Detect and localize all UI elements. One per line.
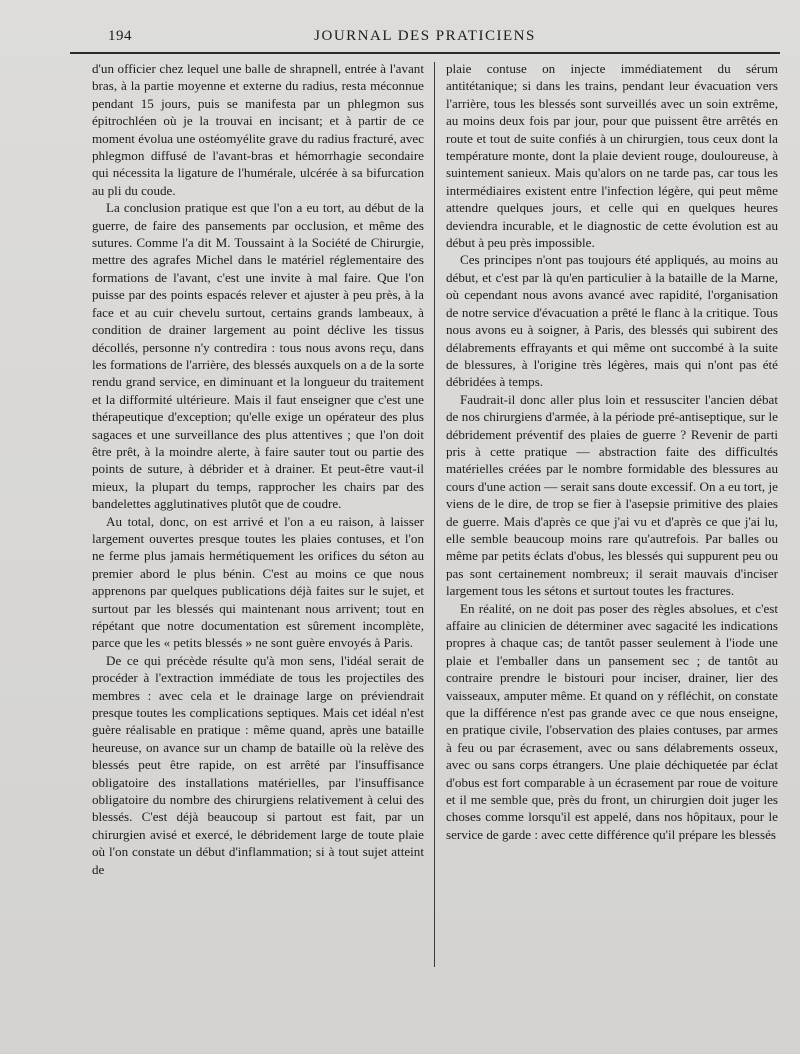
- right-column: [446, 60, 778, 980]
- column-divider: [434, 62, 435, 967]
- left-column: [92, 60, 424, 980]
- paragraph: La conclusion pratique est que l'on a eu tort, au début de la guerre, de faire des pansements par occlusion, et même des sutures. Comme l'a dit M. Toussaint à la Société de Chirurgie, mettre des agrafes Michel dans le matériel réglementaire des formations de l'avant, c'est une invite à mal faire. Que l'on puisse par des points espacés relever et ajuster à peu près, à la face et au cuir chevelu surtout, certains grands lambeaux, à condition de drainer largement au point déclive les tissus décollés, personne n'y contredira : tous nous avons reçu, dans les formations de l'arrière, des blessés auxquels on a de la sorte rendu grand service, en diminuant et la longueur du traitement et la difformité ultérieure. Mais il faut enseigner que c'est une thérapeutique d'exception; qu'elle exige un opérateur des plus sagaces et une surveillance des plus attentives ; que l'on doit être prêt, à la moindre alerte, à faire sauter tout ou partie des points de suture, à débrider et à drainer. Et peut-être vaut-il mieux, la plupart du temps, rapprocher les chairs par des bandelettes agglutinatives plutôt que de coudre.: [92, 200, 424, 512]
- running-title: JOURNAL DES PRATICIENS: [314, 28, 536, 44]
- paragraph: De ce qui précède résulte qu'à mon sens, l'idéal serait de procéder à l'extraction immédiate de tous les projectiles des membres : avec cela et le drainage large on préviendrait presque toutes les complications septiques. Mais cet idéal n'est guère réalisable en pratique : même quand, après une bataille heureuse, on avance sur un champ de bataille où la relève des blessés peut être rapide, on est arrêté par l'insuffisance obligatoire des installations matérielles, par l'insuffisance obligatoire du nombre des chirurgiens relativement à celui des blessés. C'est déjà beaucoup si partout est fait, par un chirurgien avisé et exercé, le débridement large de toute plaie où l'on constate un début d'inflammation; si à tout sujet atteint de: [92, 652, 424, 877]
- paragraph: d'un officier chez lequel une balle de shrapnell, entrée à l'avant bras, à la partie moyenne et externe du radius, resta méconnue pendant 15 jours, puis se manifesta par un phlegmon sus épitrochléen où je la trouvai en incisant; et à partir de ce moment évolua une ostéomyélite grave du radius fracturé, avec phlegmon diffusé de l'avant-bras et hémorrhagie secondaire qui nécessita la ligature de l'humérale, ulcérée à sa bifurcation au pli du coude.: [92, 61, 424, 198]
- paragraph: plaie contuse on injecte immédiatement du sérum antitétanique; si dans les trains, pendant leur évacuation vers l'arrière, tous les blessés sont surveillés avec un soin extrême, au moins deux fois par jour, pour que puissent être arrêtés en route et tout de suite confiés à un chirurgien, tous ceux dont la température monte, dont la plaie devient rouge, douloureuse, à suintement sanieux. Mais qu'alors on ne tarde pas, car tous les intermédiaires existent entre l'infection légère, qui peut même attendre quelques jours, et celle qui en quelques heures deviendra incurable, et le diagnostic de cette évolution est au début à peu près impossible.: [446, 61, 778, 251]
- paragraph: En réalité, on ne doit pas poser des règles absolues, et c'est affaire au clinicien de déterminer avec sagacité les indications propres à chaque cas; de tantôt passer seulement à l'iode une plaie et l'emballer dans un pansement sec ; de tantôt au contraire prendre le bistouri pour inciser, drainer, lier des vaisseaux, amputer même. Et quand on y réfléchit, on constate que la différence n'est pas grande avec ce que nous enseigne, en pratique civile, l'observation des plaies contuses, par armes à feu ou par écrasement, avec ou sans délabrements osseux, avec ou sans corps étrangers. Une plaie déchiquetée par éclat d'obus est fort comparable à un écrasement par roue de voiture et il me semble que, près du front, un chirurgien doit juger les choses comme lorsqu'il est appelé, dans nos hôpitaux, pour le service de garde : avec cette différence qu'il prépare les blessés: [446, 600, 778, 842]
- paragraph: Ces principes n'ont pas toujours été appliqués, au moins au début, et c'est par là qu'en particulier à la bataille de la Marne, où cependant nous avons avancé avec rapidité, l'organisation de notre service d'évacuation a prêté le flanc à la critique. Tous nous avons eu à soigner, à Paris, des blessés qui subirent des délabrements effrayants et qui même ont succombé à la suite de blessures, à l'origine très légères, mais qui n'ont pas été débridées à temps.: [446, 252, 778, 390]
- paragraph: Faudrait-il donc aller plus loin et ressusciter l'ancien débat de nos chirurgiens d'armée, à la période pré-antiseptique, sur le débridement préventif des plaies de guerre ? Revenir de parti pris à cette pratique — abstraction faite des difficultés matérielles créées par le nombre formidable des blessures au cours d'une action — serait sans doute excessif. On a eu tort, je viens de le dire, de trop se fier à l'asepsie primitive des plaies de guerre. Mais d'après ce que j'ai vu et d'après ce que j'ai lu, elle semble beaucoup moins rare qu'autrefois. Par balles ou même par petits éclats d'obus, les blessés qui suppurent peu ou pas sont certainement nombreux; il serait mauvais d'inciser largement tous les sétons et surtout toutes les fractures.: [446, 391, 778, 599]
- page-header: [70, 28, 780, 54]
- paragraph: Au total, donc, on est arrivé et l'on a eu raison, à laisser largement ouvertes presque toutes les plaies contuses, et l'on ne ferme plus jamais hermétiquement les orifices du séton au premier abord le plus bénin. C'est au moins ce que nous apprenons par quelques publications déjà faites sur le sujet, et surtout par les blessés qui maintenant nous arrivent; tout en répétant que notre documentation est sûrement incomplète, parce que les « petits blessés » ne sont guère envoyés à Paris.: [92, 513, 424, 651]
- page-number: 194: [108, 28, 132, 44]
